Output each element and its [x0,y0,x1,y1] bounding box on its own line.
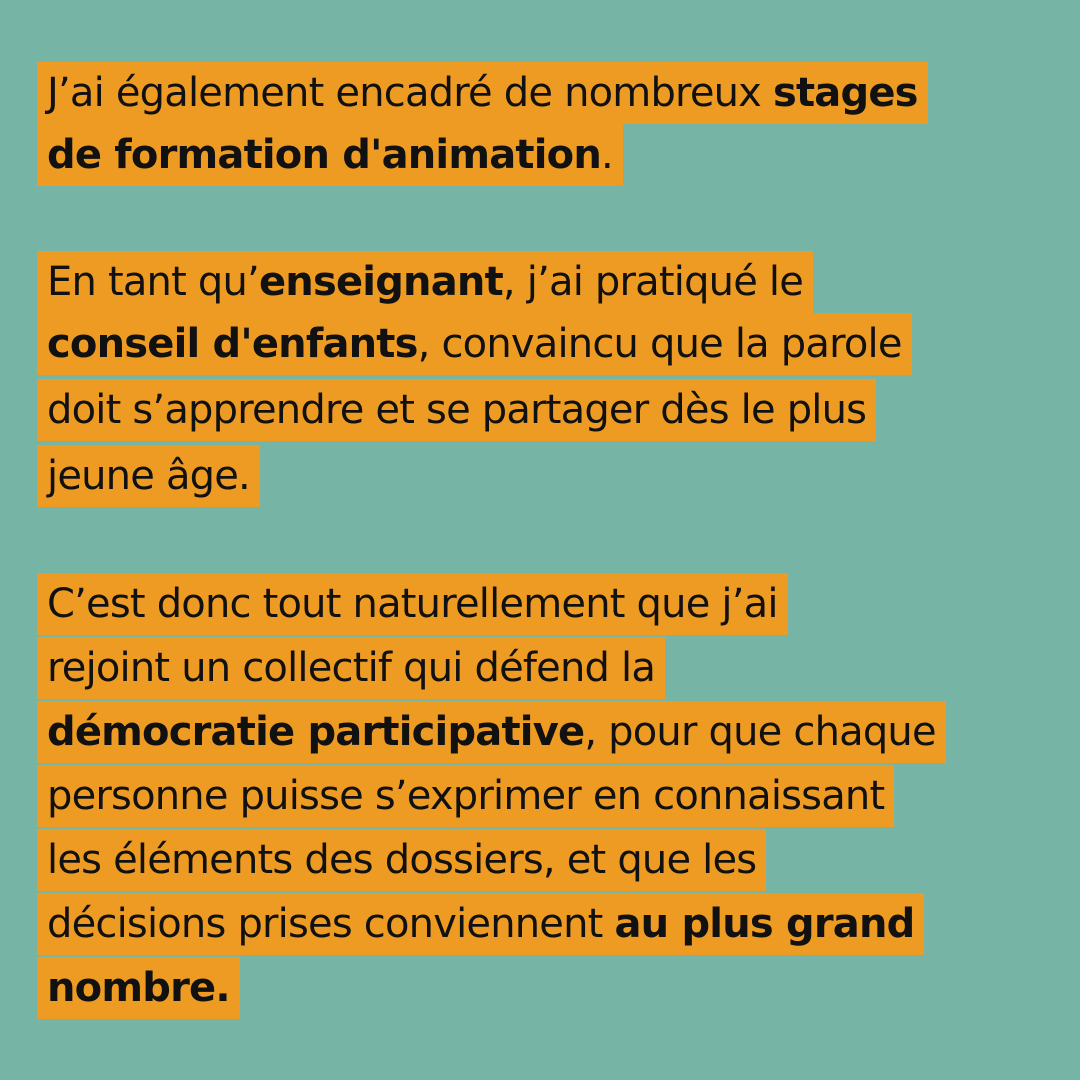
highlighted-line [37,251,813,313]
highlighted-line [37,573,788,635]
text-segment: J’ai également encadré de nombreux [47,70,773,116]
highlighted-line [37,313,912,375]
text-segment: , j’ai pratiqué le [502,259,804,305]
text-segment: , pour que chaque [584,709,936,755]
bold-text: conseil d'enfants [47,321,418,367]
bold-text: enseignant [258,259,503,305]
text-segment: C’est donc tout naturellement que j’ai [47,581,778,627]
highlighted-line [37,62,928,124]
highlighted-line [37,893,924,955]
bold-text: au plus grand [614,901,915,947]
highlighted-line [37,829,766,891]
bold-text: stages [772,70,918,116]
highlighted-line [37,637,665,699]
text-segment: personne puisse s’exprimer en connaissant [47,773,885,819]
highlighted-line [37,765,894,827]
bold-text: nombre. [47,965,230,1011]
text-segment: décisions prises conviennent [47,901,615,947]
text-segment: rejoint un collectif qui défend la [47,645,656,691]
highlighted-line [37,124,623,186]
text-segment: les éléments des dossiers, et que les [47,837,757,883]
highlighted-line [37,445,260,507]
text-segment: jeune âge. [47,453,250,499]
highlighted-line [37,379,876,441]
highlighted-line [37,701,946,763]
bold-text: de formation d'animation [47,132,602,178]
text-segment: . [601,132,613,178]
highlighted-line [37,957,240,1019]
text-segment: , convaincu que la parole [417,321,902,367]
bold-text: démocratie participative [47,709,585,755]
text-segment: En tant qu’ [47,259,259,305]
text-segment: doit s’apprendre et se partager dès le plus [47,387,867,433]
